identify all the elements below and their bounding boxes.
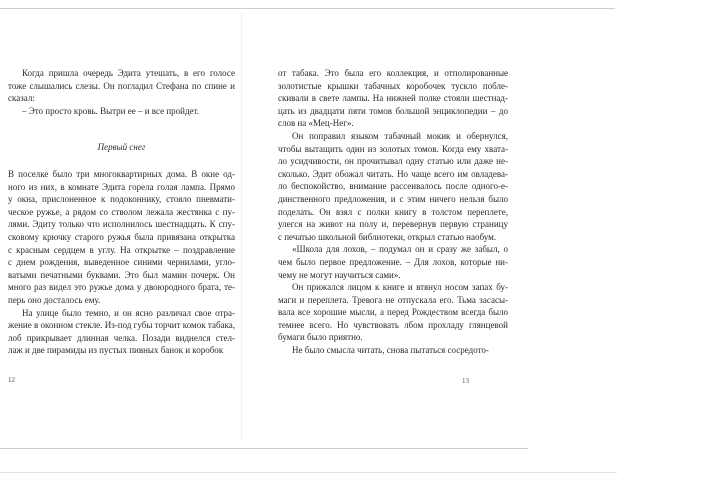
- text-line: с печатью школьной библиотеки, открыл статью наобум.: [278, 231, 497, 242]
- text-line: много раз видел это ружье дома у двоюродного брата, те-: [8, 282, 235, 293]
- text-line: вала все хорошие мысли, а перед Рождеством всегда было: [278, 307, 508, 318]
- paragraph: [278, 344, 508, 357]
- text-line: сказал:: [8, 93, 35, 104]
- text-line: цать из двадцати пяти томов большой энциклопедии – до: [278, 105, 508, 116]
- text-line: Он прижался лицом к книге и втянул носом запах бу-: [292, 282, 508, 293]
- text-line: лями. Эдиту только что исполнилось шестнадцать. К спу-: [8, 219, 235, 230]
- text-line: маги и переплета. Тревога не отпускала его. Тьма засасы-: [278, 294, 508, 305]
- text-line: «Школа для лохов, – подумал он и сразу же забыл, о: [292, 244, 508, 255]
- text-line: На улице было темно, и он ясно различал свое отра-: [22, 307, 235, 318]
- scan-edge-top: [0, 8, 615, 9]
- text-line: Не было смысла читать, снова пытаться сосредото-: [292, 345, 489, 356]
- paragraph: [8, 105, 235, 118]
- text-line: бумаги было приятно.: [278, 332, 363, 343]
- text-line: лоб прикрывает длинная челка. Позади виднелся стел-: [8, 332, 235, 343]
- text-line: у окна, прислоненное к подоконнику, стояло пневмати-: [8, 194, 235, 205]
- paragraph: [278, 281, 508, 344]
- text-line: ло беспокойство, внимание рассеивалось после одного-е-: [278, 181, 508, 192]
- text-line: чтобы вытащить один из золотых томов. Когда ему хвата-: [278, 143, 508, 154]
- text-line: тоже слышались слезы. Он погладил Стефана по спине и: [8, 80, 235, 91]
- left-page-number: 12: [8, 376, 15, 384]
- paragraph: [278, 67, 508, 130]
- text-line: скивали в свете лампы. На нижней полке стояли шестнад-: [278, 93, 508, 104]
- text-line: с красным сердцем в углу. На открытке – поздравление: [8, 244, 235, 255]
- text-line: чему не могут научиться сами».: [278, 269, 401, 280]
- text-line: от табака. Это была его коллекция, и отполированные: [278, 68, 508, 78]
- text-line: ческое ружье, а рядом со стволом лежала жестянка с пу-: [8, 206, 235, 217]
- right-page-number: 13: [462, 377, 469, 385]
- text-line: слов на «Мец-Нег».: [278, 118, 354, 129]
- text-line: ло усидчивости, он прочитывал одну статью или даже не-: [278, 156, 508, 167]
- text-line: сколько. Эдит обожал читать. Но чаще всего им овладева-: [278, 168, 508, 179]
- text-line: В поселке было три многоквартирных дома. В окне од-: [8, 168, 235, 179]
- text-line: жение в оконном стекле. Из-под губы торчит комок табака,: [8, 320, 235, 331]
- text-line: темнее всего. Но чувствовать лбом прохладу глянцевой: [278, 319, 508, 330]
- text-line: чем было первое предложение. – Для лохов, которые ни-: [278, 256, 508, 267]
- text-line: ватыми печатными буквами. Это был мамин почерк. Он: [8, 269, 235, 280]
- text-line: динственного предложения, и с этим ничего нельзя было: [278, 193, 508, 204]
- text-line: Когда пришла очередь Эдита утешать, в его голосе: [22, 68, 235, 78]
- text-line: лаж и две пирамиды из пустых пивных банок и коробок: [8, 345, 224, 356]
- text-line: ного из них, в комнате Эдита горела голая лампа. Прямо: [8, 181, 235, 192]
- text-line: сковому крючку старого ружья была привязана открытка: [8, 231, 235, 242]
- paragraph: [8, 307, 235, 357]
- book-gutter: [241, 12, 242, 442]
- paragraph: [278, 130, 508, 243]
- scan-edge-bottom: [0, 448, 528, 449]
- paragraph: [8, 168, 235, 307]
- text-line: улегся на живот на полу и, перевернув первую страницу: [278, 219, 508, 230]
- paragraph: [278, 243, 508, 281]
- text-line: с днем рождения, выведенное синими чернилами, угло-: [8, 257, 235, 268]
- scan-edge-bottom-outer: [0, 472, 617, 473]
- text-line: перь оно досталось ему.: [8, 294, 101, 305]
- right-page: [278, 67, 508, 357]
- text-line: Он поправил языком табачный мокик и обернулся,: [292, 130, 508, 141]
- left-page: [8, 67, 235, 357]
- paragraph: [8, 67, 235, 105]
- text-line: золотистые крышки табачных коробочек тускло побле-: [278, 80, 508, 91]
- text-line: – Это просто кровь. Вытри ее – и все пройдет.: [22, 105, 200, 116]
- text-line: поделать. Он взял с полки книгу в толстом переплете,: [278, 206, 508, 217]
- section-title: Первый снег: [97, 142, 146, 153]
